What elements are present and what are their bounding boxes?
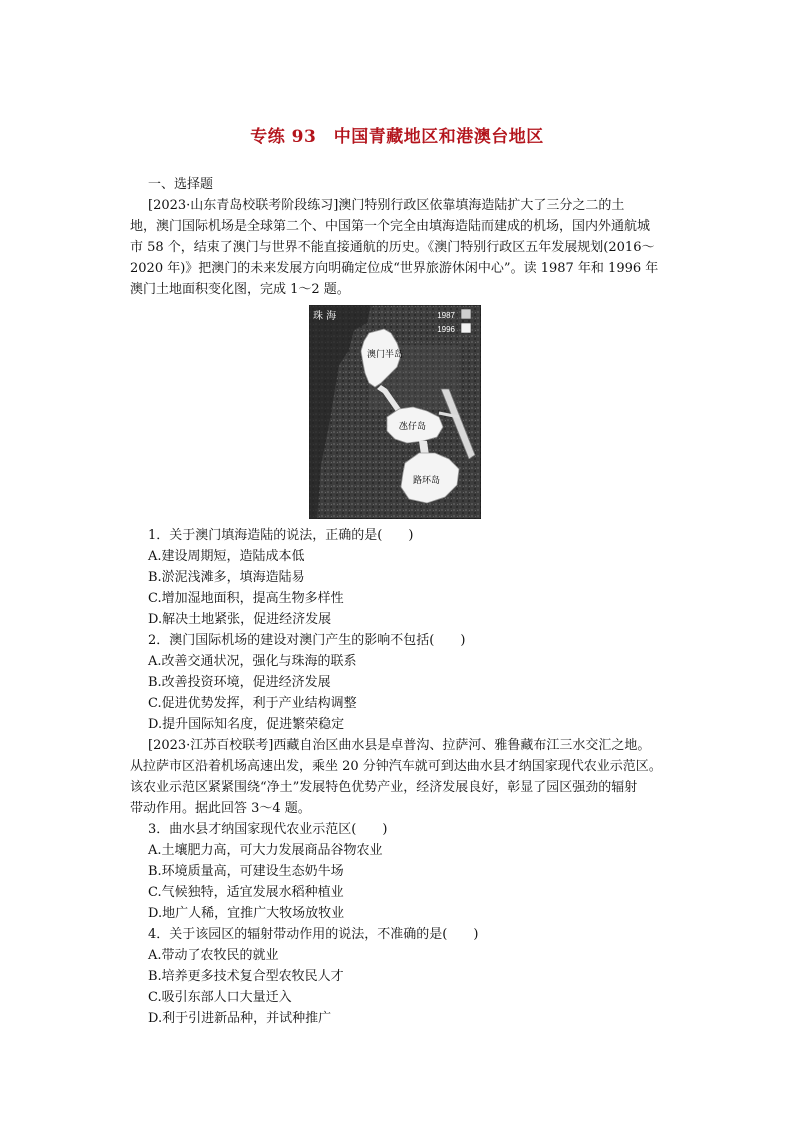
option-b[interactable]: B.环境质量高，可建设生态奶牛场: [148, 864, 344, 879]
option-a[interactable]: A.带动了农牧民的就业: [148, 948, 279, 963]
option-b[interactable]: B.培养更多技术复合型农牧民人才: [148, 969, 344, 984]
question-stem: 4．关于该园区的辐射带动作用的说法，不准确的是( ): [148, 927, 479, 942]
option-d[interactable]: D.提升国际知名度，促进繁荣稳定: [148, 717, 345, 732]
question-stem: 3．曲水县才纳国家现代农业示范区( ): [148, 822, 388, 837]
label-taipa: 氹仔岛: [399, 422, 427, 432]
legend-1996-label: 1996: [437, 325, 455, 334]
label-coloane: 路环岛: [413, 476, 441, 486]
option-c[interactable]: C.气候独特，适宜发展水稻种植业: [148, 885, 344, 900]
option-b[interactable]: B.改善投资环境，促进经济发展: [148, 675, 331, 690]
option-a[interactable]: A.建设周期短，造陆成本低: [148, 549, 305, 564]
passage-line: 2020 年)》把澳门的未来发展方向明确定位成“世界旅游休闲中心”。读 1987 年和 1996 年: [130, 261, 659, 276]
option-c[interactable]: C.吸引东部人口大量迁入: [148, 990, 292, 1005]
section-heading: 一、选择题: [148, 177, 214, 192]
passage-line: 带动作用。据此回答 3～4 题。: [130, 801, 311, 816]
option-a[interactable]: A.改善交通状况，强化与珠海的联系: [148, 654, 357, 669]
question-stem: 1．关于澳门填海造陆的说法，正确的是( ): [148, 528, 414, 543]
macau-land-map: [309, 305, 481, 519]
option-b[interactable]: B.淤泥浅滩多，填海造陆易: [148, 570, 305, 585]
option-d[interactable]: D.解决土地紧张，促进经济发展: [148, 612, 332, 627]
option-c[interactable]: C.增加湿地面积，提高生物多样性: [148, 591, 344, 606]
passage-line: 澳门土地面积变化图，完成 1～2 题。: [130, 282, 350, 297]
label-zhuhai: 珠 海: [313, 311, 337, 322]
passage-line: 市 58 个，结束了澳门与世界不能直接通航的历史。《澳门特别行政区五年发展规划(2016～: [130, 240, 655, 255]
passage-line: [2023·江苏百校联考]西藏自治区曲水县是卓普沟、拉萨河、雅鲁藏布江三水交汇之地。: [148, 738, 651, 753]
passage-line: [2023·山东青岛校联考阶段练习]澳门特别行政区依靠填海造陆扩大了三分之二的土: [148, 198, 625, 213]
option-c[interactable]: C.促进优势发挥，利于产业结构调整: [148, 696, 357, 711]
page-title: 专练 93 中国青藏地区和港澳台地区: [250, 127, 544, 147]
passage-line: 该农业示范区紧紧围绕“净土”发展特色优势产业，经济发展良好，彰显了园区强劲的辐射: [130, 780, 638, 795]
legend-1996-swatch: [461, 323, 471, 333]
option-a[interactable]: A.土壤肥力高，可大力发展商品谷物农业: [148, 843, 383, 858]
question-stem: 2．澳门国际机场的建设对澳门产生的影响不包括( ): [148, 633, 466, 648]
legend-1987-label: 1987: [437, 311, 455, 320]
passage-line: 地，澳门国际机场是全球第二个、中国第一个完全由填海造陆而建成的机场，国内外通航城: [130, 219, 651, 234]
legend-1987-swatch: [461, 309, 471, 319]
option-d[interactable]: D.地广人稀，宜推广大牧场放牧业: [148, 906, 345, 921]
label-macau-peninsula: 澳门半岛: [367, 350, 404, 360]
option-d[interactable]: D.利于引进新品种，并试种推广: [148, 1011, 332, 1026]
passage-line: 从拉萨市区沿着机场高速出发，乘坐 20 分钟汽车就可到达曲水县才纳国家现代农业示范区。: [130, 759, 662, 774]
